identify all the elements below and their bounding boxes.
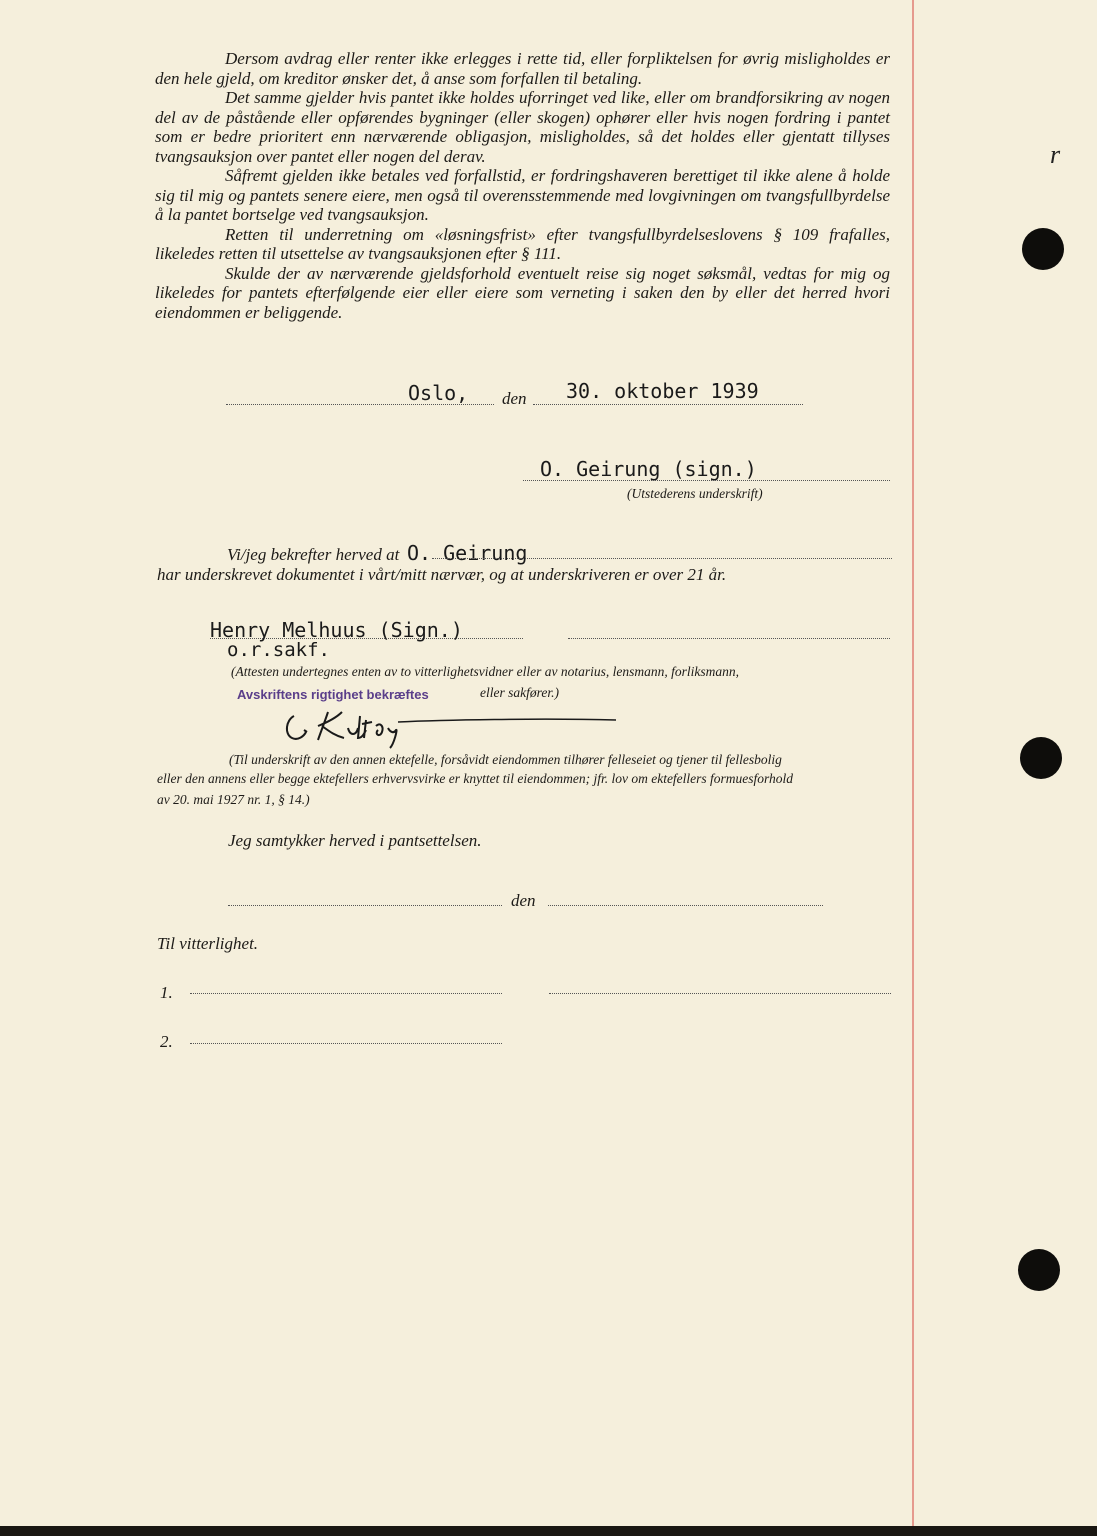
confirmation-line2: har underskrevet dokumentet i vårt/mitt nærvær, og at underskriveren er over 21 år.	[157, 565, 727, 584]
punch-hole	[1018, 1249, 1060, 1291]
issuer-line	[523, 480, 890, 481]
paragraph: Retten til underretning om «løsningsfrist» efter tvangsfullbyrdelseslovens § 109 frafalles, likeledes retten til utsettelse av tvangsauksjonen efter § 111.	[155, 224, 890, 263]
consent-place-line	[228, 905, 502, 906]
confirmation-prefix: Vi/jeg bekrefter herved at	[227, 545, 400, 564]
vitterlighet-line-1a	[190, 993, 502, 994]
paragraph: Såfremt gjelden ikke betales ved forfallstid, er fordringshaveren berettiget til ikke alene å holde sig til mig og pantets senere eiere, men også til overensstemmende med lovgivningen om tvangsfullbyrdelse å la pantet bortselge ved tvangsauksjon.	[155, 166, 890, 224]
consent-date-line	[548, 905, 823, 906]
red-margin-line	[912, 0, 914, 1526]
punch-hole	[1020, 737, 1062, 779]
confirmed-name: O. Geirung	[407, 541, 528, 565]
witness-number: 2.	[160, 1032, 173, 1051]
handwritten-signature	[280, 700, 620, 750]
issuer-signature: O. Geirung (sign.)	[540, 457, 757, 481]
corner-mark: r	[1050, 140, 1061, 169]
paragraph: Dersom avdrag eller renter ikke erlegges i rette tid, eller forpliktelsen for øvrig misligholdes er den hele gjeld, om kreditor ønsker det, å anse som forfallen til betaling.	[155, 49, 890, 88]
vitterlighet-line-1b	[549, 993, 891, 994]
spouse-note-line: eller den annens eller begge ektefellers erhvervsvirke er knyttet til eiendommen; jfr. lov om ektefellers formuesforhold	[157, 771, 794, 786]
certification-stamp: Avskriftens rigtighet bekræftes	[237, 687, 429, 702]
paragraph: Skulde der av nærværende gjeldsforhold eventuelt reise sig noget søksmål, vedtas for mig og likeledes for pantets efterfølgende eier eller eiere som verneting i saken den by eller det herred hvori eiendommen er beliggende.	[155, 263, 890, 322]
vitterlighet-heading: Til vitterlighet.	[157, 934, 259, 953]
attest-note-2: eller sakfører.)	[480, 685, 559, 700]
punch-hole	[1022, 228, 1064, 270]
spouse-note-line: av 20. mai 1927 nr. 1, § 14.)	[157, 792, 310, 807]
consent-den-label: den	[511, 891, 536, 910]
vitterlighet-line-2	[190, 1043, 502, 1044]
paragraph: Det samme gjelder hvis pantet ikke holdes uforringet ved like, eller om brandforsikring av nogen del av de påstående eller opførendes bygninger (eller skogen) ophører eller hvis nogen fordring i pantet som er bedre prioritert enn nærværende obligasjon, misligholdes, så det holdes eller gjentatt tillyses tvangsauksjon over pantet eller nogen del derav.	[155, 88, 890, 166]
consent-text: Jeg samtykker herved i pantsettelsen.	[228, 831, 482, 850]
date-line	[533, 404, 803, 405]
witness-signature: Henry Melhuus (Sign.)	[210, 618, 463, 642]
issuer-caption: (Utstederens underskrift)	[627, 486, 763, 501]
den-label: den	[502, 389, 527, 408]
confirmation-line	[432, 558, 892, 559]
witness-title: o.r.sakf.	[227, 639, 330, 661]
place: Oslo,	[408, 381, 469, 405]
witness-number: 1.	[160, 983, 173, 1002]
date: 30. oktober 1939	[566, 379, 759, 403]
attest-note: (Attesten undertegnes enten av to vitterlighetsvidner eller av notarius, lensmann, forliksmann,	[231, 664, 740, 679]
terms-text	[155, 49, 890, 322]
spouse-note-line: (Til underskrift av den annen ektefelle, forsåvidt eiendommen tilhører felleseiet og tjener til fellesbolig	[229, 752, 782, 767]
witness-line-2	[568, 638, 890, 639]
